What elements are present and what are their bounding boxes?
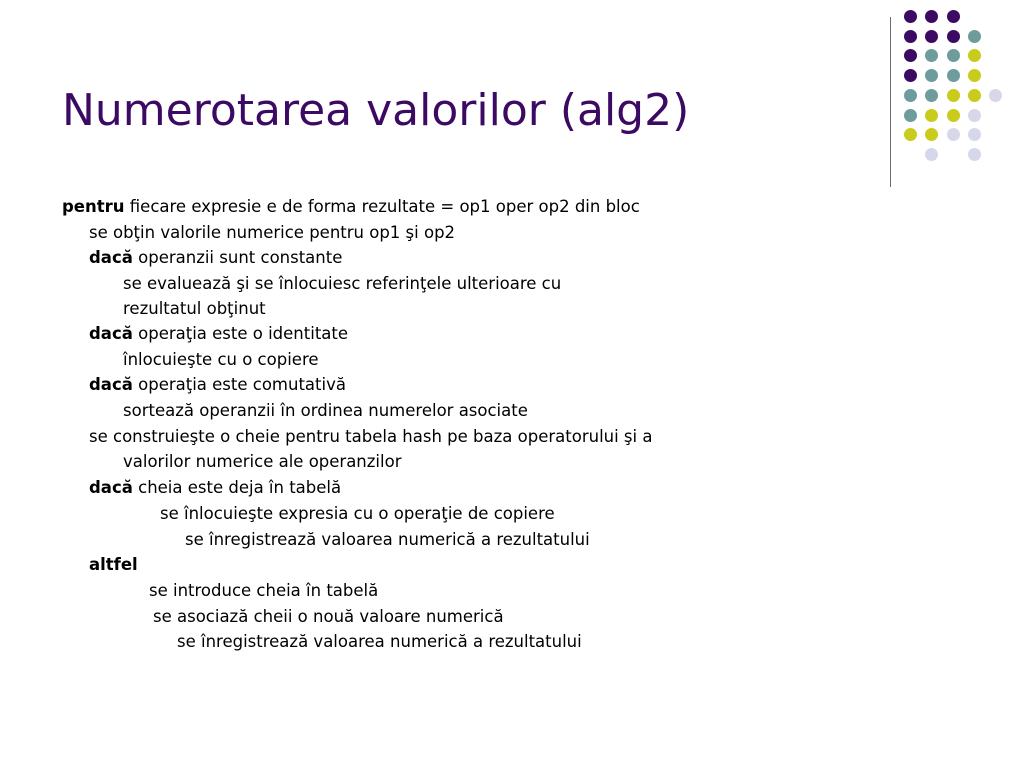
- decorative-dot: [925, 69, 938, 82]
- pseudocode-keyword: dacă: [89, 248, 133, 267]
- decorative-dot: [925, 30, 938, 43]
- pseudocode-line: [185, 530, 590, 550]
- pseudocode-line: [89, 324, 348, 344]
- pseudocode-line: [123, 452, 401, 472]
- pseudocode-text: înlocuieşte cu o copiere: [123, 350, 319, 369]
- pseudocode-text: se introduce cheia în tabelă: [149, 581, 379, 600]
- decorative-dot: [947, 10, 960, 23]
- decorative-dot: [925, 109, 938, 122]
- decorative-dot: [947, 128, 960, 141]
- decorative-dot: [904, 89, 917, 102]
- pseudocode-text: se asociază cheii o nouă valoare numerică: [153, 607, 504, 626]
- pseudocode-line: [89, 555, 138, 575]
- pseudocode-keyword: dacă: [89, 478, 133, 497]
- pseudocode-line: [149, 581, 378, 601]
- pseudocode-text: se înlocuieşte expresia cu o operaţie de copiere: [160, 504, 555, 523]
- decorative-dot: [947, 30, 960, 43]
- decorative-dot: [968, 148, 981, 161]
- pseudocode-text: sortează operanzii în ordinea numerelor asociate: [123, 401, 528, 420]
- pseudocode-line: [89, 478, 341, 498]
- pseudocode-line: [123, 350, 319, 370]
- pseudocode-line: [123, 274, 561, 294]
- pseudocode-text: se înregistrează valoarea numerică a rezultatului: [177, 632, 582, 651]
- pseudocode-text: rezultatul obţinut: [123, 299, 266, 318]
- pseudocode-text: valorilor numerice ale operanzilor: [123, 452, 402, 471]
- decorative-dot: [925, 148, 938, 161]
- decorative-dot: [925, 10, 938, 23]
- decorative-dot: [904, 10, 917, 23]
- decorative-dot: [904, 49, 917, 62]
- vertical-divider: [890, 17, 891, 187]
- pseudocode-line: [153, 607, 504, 627]
- decorative-dot: [968, 49, 981, 62]
- decorative-dot: [904, 69, 917, 82]
- decorative-dot: [968, 69, 981, 82]
- decorative-dot: [904, 109, 917, 122]
- pseudocode-keyword: dacă: [89, 324, 133, 343]
- pseudocode-text: fiecare expresie e de forma rezultate = op1 oper op2 din bloc: [124, 197, 640, 216]
- pseudocode-text: se înregistrează valoarea numerică a rezultatului: [185, 530, 590, 549]
- pseudocode-line: [89, 223, 455, 243]
- decorative-dot: [947, 49, 960, 62]
- pseudocode-text: se evaluează şi se înlocuiesc referinţele ulterioare cu: [123, 274, 562, 293]
- pseudocode-keyword: pentru: [62, 197, 125, 216]
- pseudocode-line: [123, 299, 266, 319]
- decorative-dot: [947, 109, 960, 122]
- pseudocode-line: [89, 375, 346, 395]
- slide-title: Numerotarea valorilor (alg2): [62, 85, 690, 136]
- decorative-dot: [925, 89, 938, 102]
- decorative-dot: [968, 109, 981, 122]
- pseudocode-line: [123, 401, 528, 421]
- pseudocode-line: [89, 248, 342, 268]
- decorative-dot: [925, 128, 938, 141]
- pseudocode-text: operaţia este comutativă: [132, 375, 346, 394]
- pseudocode-line: [62, 197, 640, 217]
- decorative-dot: [968, 89, 981, 102]
- pseudocode-text: se construieşte o cheie pentru tabela hash pe baza operatorului şi a: [89, 427, 653, 446]
- pseudocode-text: operanzii sunt constante: [132, 248, 343, 267]
- pseudocode-line: [89, 427, 652, 447]
- pseudocode-keyword: dacă: [89, 375, 133, 394]
- decorative-dot: [947, 69, 960, 82]
- decorative-dot: [904, 128, 917, 141]
- decorative-dot: [925, 49, 938, 62]
- pseudocode-text: operaţia este o identitate: [132, 324, 349, 343]
- pseudocode-line: [160, 504, 555, 524]
- pseudocode-line: [177, 632, 582, 652]
- decorative-dot: [904, 30, 917, 43]
- decorative-dot: [968, 30, 981, 43]
- pseudocode-text: se obţin valorile numerice pentru op1 şi op2: [89, 223, 456, 242]
- pseudocode-text: cheia este deja în tabelă: [132, 478, 342, 497]
- decorative-dot: [989, 89, 1002, 102]
- decorative-dot: [968, 128, 981, 141]
- pseudocode-keyword: altfel: [89, 555, 138, 574]
- decorative-dot: [947, 89, 960, 102]
